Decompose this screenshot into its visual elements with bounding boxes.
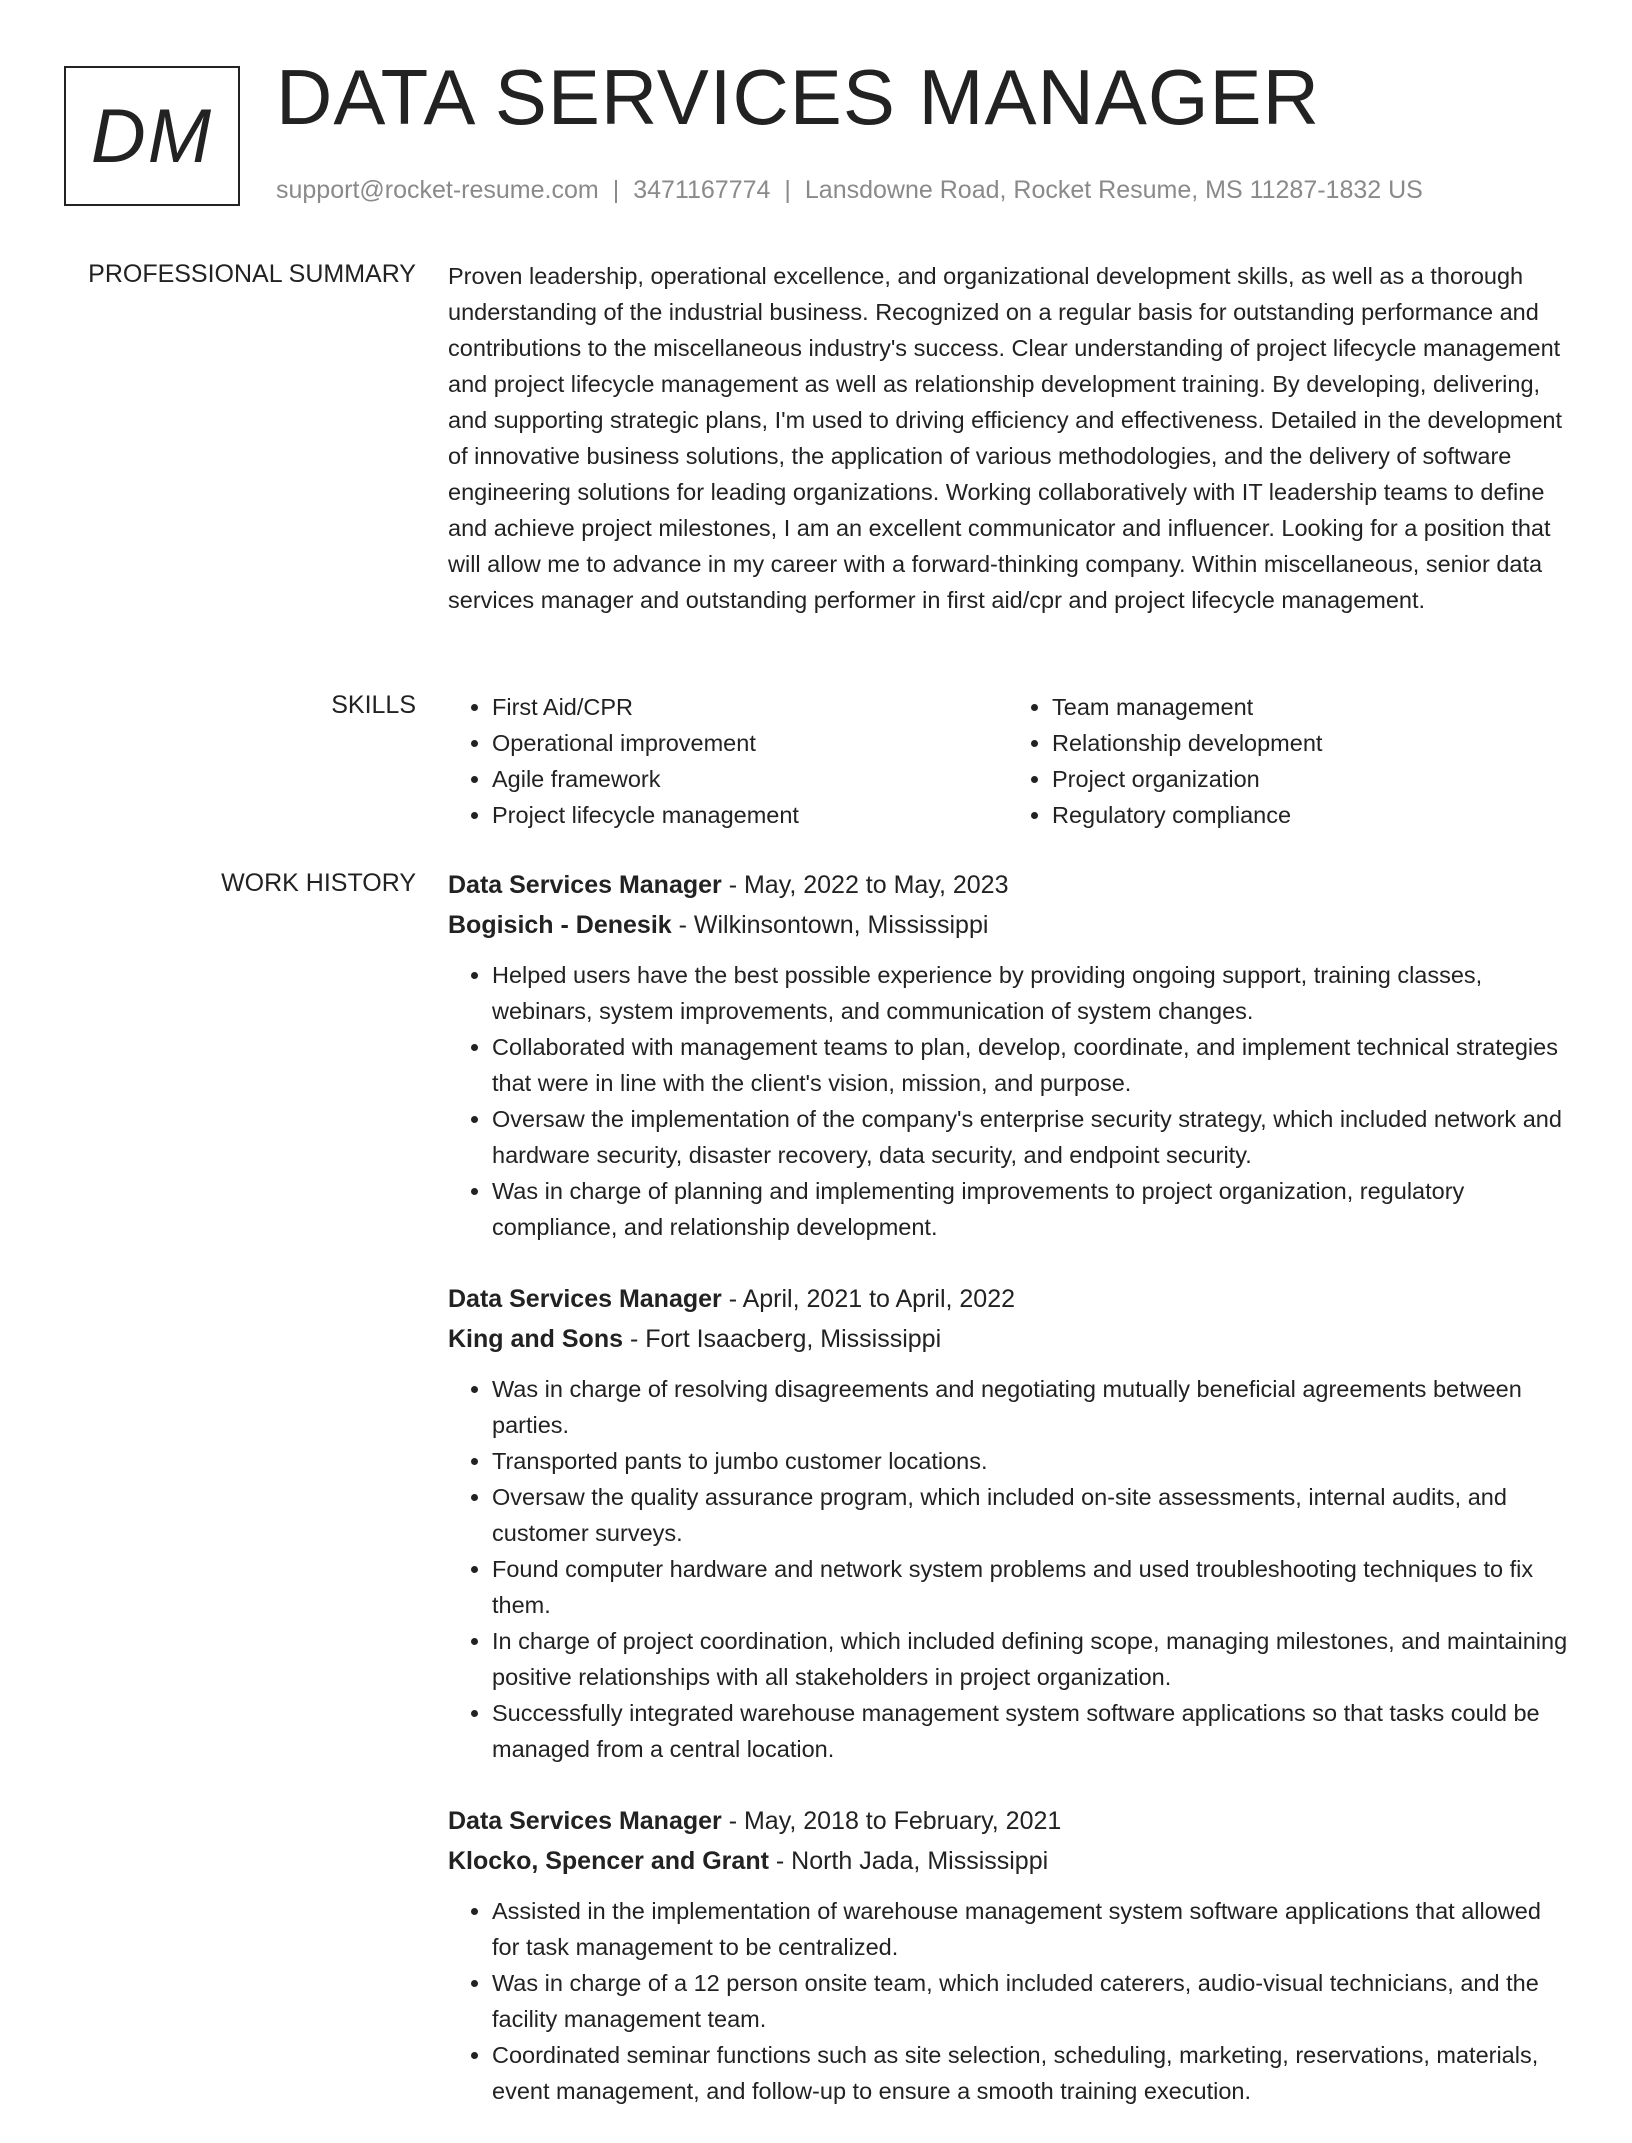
- skill-item: • Regulatory compliance: [1052, 797, 1568, 833]
- work-history-heading: WORK HISTORY: [221, 869, 416, 897]
- job-dates: - May, 2018 to February, 2021: [721, 1807, 1062, 1835]
- monogram-box: [64, 66, 240, 206]
- job-title: Data Services Manager: [448, 1285, 722, 1313]
- job-location: - North Jada, Mississippi: [768, 1847, 1049, 1875]
- job-bullet: • Oversaw the implementation of the company's enterprise security strategy, which included network and hardware security, disaster recovery, data security, and endpoint security.: [492, 1101, 1568, 1173]
- job-bullet: • Coordinated seminar functions such as site selection, scheduling, marketing, reservations, materials, event management, and follow-up to ensure a smooth training execution.: [492, 2037, 1568, 2109]
- job-bullet: • Was in charge of a 12 person onsite team, which included caterers, audio-visual technicians, and the facility management team.: [492, 1965, 1568, 2037]
- skills-heading: SKILLS: [331, 691, 416, 719]
- job-entry: [448, 865, 1568, 1245]
- job-bullet: • In charge of project coordination, which included defining scope, managing milestones, and maintaining positive relationships with all stakeholders in project organization.: [492, 1623, 1568, 1695]
- skills-column-left: [448, 689, 1008, 833]
- job-dates: - April, 2021 to April, 2022: [721, 1285, 1016, 1313]
- contact-line: [276, 176, 1423, 205]
- job-bullet: • Transported pants to jumbo customer locations.: [492, 1443, 1568, 1479]
- job-title-line: [448, 1279, 1568, 1319]
- contact-separator: |: [784, 176, 791, 204]
- skills-column-right: [1008, 689, 1568, 833]
- job-bullet: • Was in charge of resolving disagreements and negotiating mutually beneficial agreements between parties.: [492, 1371, 1568, 1443]
- job-location: - Wilkinsontown, Mississippi: [671, 911, 989, 939]
- job-title-line: [448, 865, 1568, 905]
- skill-item: • Team management: [1052, 689, 1568, 725]
- job-bullet: • Successfully integrated warehouse management system software applications so that tasks could be managed from a central location.: [492, 1695, 1568, 1767]
- skill-item: • Operational improvement: [492, 725, 1008, 761]
- job-company: Klocko, Spencer and Grant: [448, 1847, 769, 1875]
- skill-item: • Project organization: [1052, 761, 1568, 797]
- skill-item: • Agile framework: [492, 761, 1008, 797]
- contact-email[interactable]: support@rocket-resume.com: [276, 176, 599, 204]
- skill-item: • Project lifecycle management: [492, 797, 1008, 833]
- contact-address: Lansdowne Road, Rocket Resume, MS 11287-1832 US: [804, 176, 1423, 204]
- job-entry: [448, 1801, 1568, 2109]
- job-dates: - May, 2022 to May, 2023: [721, 871, 1009, 899]
- job-bullets: [448, 957, 1568, 1245]
- job-bullet: • Oversaw the quality assurance program, which included on-site assessments, internal audits, and customer surveys.: [492, 1479, 1568, 1551]
- job-bullet: • Collaborated with management teams to plan, develop, coordinate, and implement technical strategies that were in line with the client's vision, mission, and purpose.: [492, 1029, 1568, 1101]
- job-company-line: [448, 1319, 1568, 1359]
- summary-heading: PROFESSIONAL SUMMARY: [88, 260, 416, 288]
- job-location: - Fort Isaacberg, Mississippi: [623, 1325, 942, 1353]
- skill-item: • First Aid/CPR: [492, 689, 1008, 725]
- job-bullet: • Helped users have the best possible experience by providing ongoing support, training classes, webinars, system improvements, and communication of system changes.: [492, 957, 1568, 1029]
- job-bullet: • Found computer hardware and network system problems and used troubleshooting techniques to fix them.: [492, 1551, 1568, 1623]
- job-bullets: [448, 1893, 1568, 2109]
- contact-phone[interactable]: 3471167774: [633, 176, 771, 204]
- job-title: Data Services Manager: [448, 871, 722, 899]
- job-company-line: [448, 905, 1568, 945]
- contact-separator: |: [612, 176, 620, 204]
- job-title-line: [448, 1801, 1568, 1841]
- resume-title: DATA SERVICES MANAGER: [276, 53, 1320, 141]
- skill-item: • Relationship development: [1052, 725, 1568, 761]
- job-company: King and Sons: [448, 1325, 623, 1353]
- job-bullet: • Was in charge of planning and implementing improvements to project organization, regulatory compliance, and relationship development.: [492, 1173, 1568, 1245]
- monogram-initials: DM: [90, 93, 214, 179]
- summary-text: Proven leadership, operational excellence, and organizational development skills, as well as a thorough understanding of the industrial business. Recognized on a regular basis for outstanding performance and contributions to the miscellaneous industry's success. Clear understanding of project lifecycle management and project lifecycle management as well as relationship development training. By developing, delivering, and supporting strategic plans, I'm used to driving efficiency and effectiveness. Detailed in the development of innovative business solutions, the application of various methodologies, and the delivery of software engineering solutions for leading organizations. Working collaboratively with IT leadership teams to define and achieve project milestones, I am an excellent communicator and influencer. Looking for a position that will allow me to advance in my career with a forward-thinking company. Within miscellaneous, senior data services manager and outstanding performer in first aid/cpr and project lifecycle management.: [448, 263, 1563, 613]
- job-company: Bogisich - Denesik: [448, 911, 672, 939]
- job-bullet: • Assisted in the implementation of warehouse management system software applications that allowed for task management to be centralized.: [492, 1893, 1568, 1965]
- skills-list: [448, 689, 1568, 833]
- job-company-line: [448, 1841, 1568, 1881]
- job-bullets: [448, 1371, 1568, 1767]
- job-entry: [448, 1279, 1568, 1767]
- job-title: Data Services Manager: [448, 1807, 722, 1835]
